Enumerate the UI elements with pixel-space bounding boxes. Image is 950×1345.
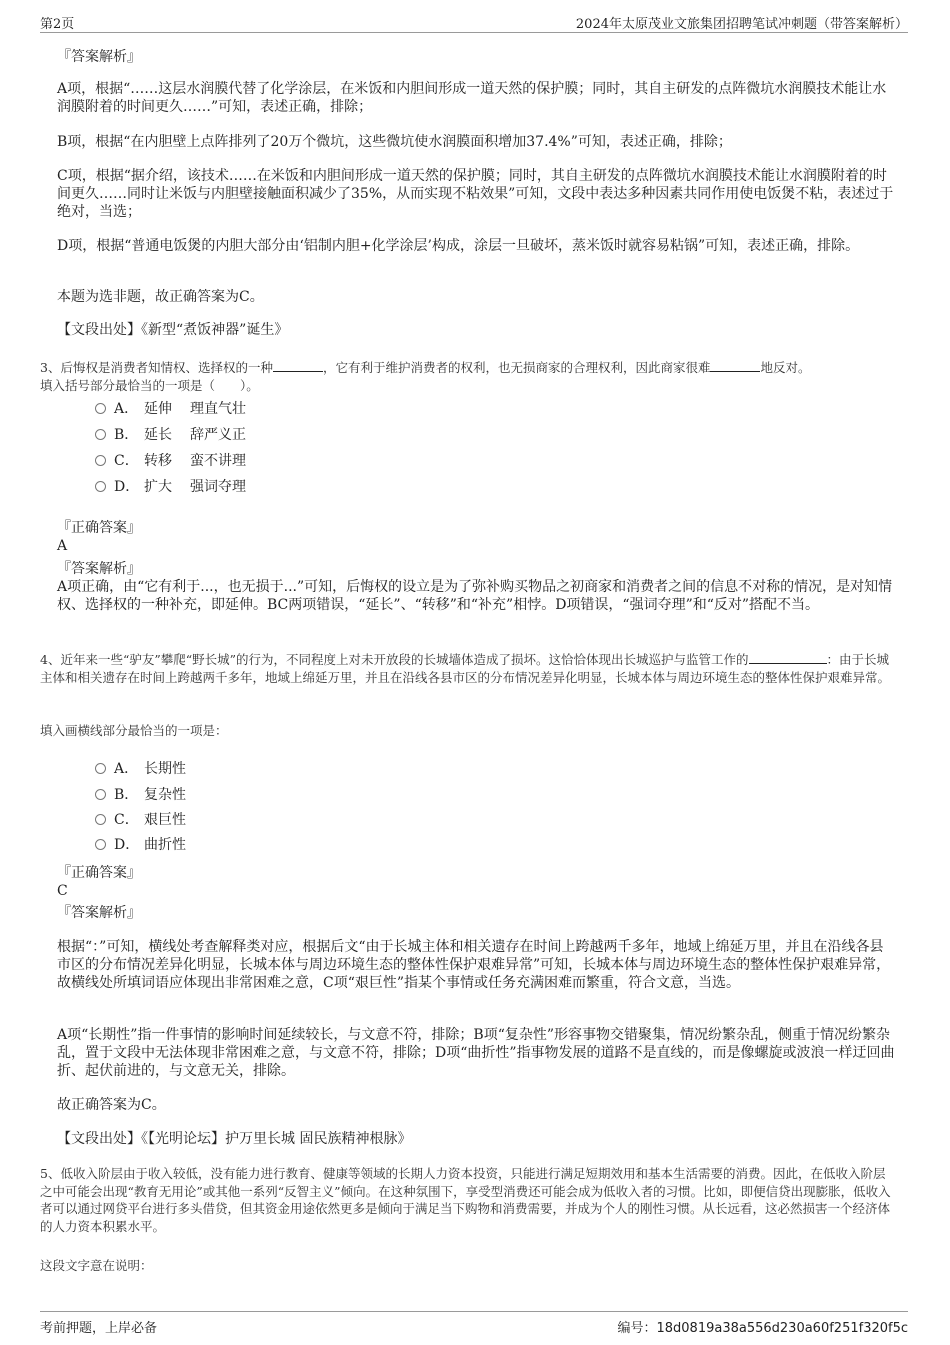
radio-icon[interactable] [95,789,106,800]
radio-icon[interactable] [95,455,106,466]
q4-analysis-label: 『答案解析』 [57,905,141,921]
q3-stem: 3、后悔权是消费者知情权、选择权的一种 ，它有利于维护消费者的权利，也无损商家的合理权利，因此商家很难 地反对。 [40,360,811,375]
radio-icon[interactable] [95,814,106,825]
footer-slogan: 考前押题，上岸必备 [40,1321,158,1336]
q2-source: 【文段出处】《新型“煮饭神器”诞生》 [57,322,289,338]
q4-option-d[interactable]: D． 曲折性 [95,836,186,854]
radio-icon[interactable] [95,839,106,850]
q4-answer-label: 『正确答案』 [57,865,141,881]
footer-code: 编号：18d0819a38a556d230a60f251f320f5c [617,1321,908,1336]
q3-answer: A [57,538,68,554]
q3-option-a[interactable]: A． 延伸 理直气壮 [95,400,246,418]
q4-conclusion: 故正确答案为C。 [57,1097,166,1113]
q3-answer-label: 『正确答案』 [57,520,141,536]
q3-blank-2 [710,359,760,372]
q3-analysis-label: 『答案解析』 [57,561,141,577]
radio-icon[interactable] [95,403,106,414]
q3-option-d[interactable]: D． 扩大 强词夺理 [95,478,246,496]
q4-analysis-p2: A项“长期性”指一件事情的影响时间延续较长，与文意不符，排除；B项“复杂性”形容事物交错聚集，情况纷繁杂乱，侧重于情况纷繁杂乱，置于文段中无法体现非常困难之意，与文意不符，排除；D项“曲折性”指事物发展的道路不是直线的，而是像螺旋或波浪一样迂回曲折、起伏前进的，与文意无关，排除。 [57,1027,895,1079]
q3-analysis: A项正确，由“它有利于...，也无损于...”可知，后悔权的设立是为了弥补购买物品之初商家和消费者之间的信息不对称的情况，是对知情权、选择权的一种补充，即延伸。BC两项错误，“延长”、“转移”和“补充”相悖。D项错误，“强词夺理”和“反对”搭配不当。 [57,579,893,613]
page-header [40,12,908,33]
q4-option-b[interactable]: B． 复杂性 [95,786,186,804]
q4-prompt: 填入画横线部分最恰当的一项是： [40,723,228,738]
q3-option-b[interactable]: B． 延长 辞严义正 [95,426,246,444]
q2-analysis-a: A项，根据“……这层水润膜代替了化学涂层，在米饭和内胆间形成一道天然的保护膜；同时，其自主研发的点阵微坑水润膜技术能让水润膜附着的时间更久……”可知，表述正确，排除； [57,81,887,115]
document-title: 2024年太原茂业文旅集团招聘笔试冲刺题（带答案解析） [575,17,908,32]
q4-option-c[interactable]: C． 艰巨性 [95,811,186,829]
q3-blank-1 [273,359,323,372]
q2-conclusion: 本题为选非题，故正确答案为C。 [57,289,264,305]
q2-analysis-b: B项，根据“在内胆壁上点阵排列了20万个微坑，这些微坑使水润膜面积增加37.4%”可知，表述正确，排除； [57,134,732,150]
q5-prompt: 这段文字意在说明： [40,1258,153,1273]
q2-analysis-d: D项，根据“普通电饭煲的内胆大部分由‘铝制内胆+化学涂层’构成，涂层一旦破坏，蒸米饭时就容易粘锅”可知，表述正确，排除。 [57,238,860,254]
radio-icon[interactable] [95,481,106,492]
q4-stem: 4、近年来一些“驴友”攀爬“野长城”的行为，不同程度上对未开放段的长城墙体造成了损坏。这恰恰体现出长城巡护与监管工作的 ：由于长城主体和相关遗存在时间上跨越两千多年，地域上绵延万里，并且在沿线各县市区的分布情况差异化明显，长城本体与周边环境生态的整体性保护艰难异常。 [40,652,891,685]
q2-analysis-label: 『答案解析』 [57,49,141,65]
q4-answer: C [57,883,68,899]
q3-option-c[interactable]: C． 转移 蛮不讲理 [95,452,246,470]
radio-icon[interactable] [95,429,106,440]
q4-blank [749,651,827,664]
q4-option-a[interactable]: A． 长期性 [95,760,186,778]
q3-prompt: 填入括号部分最恰当的一项是（ ）。 [40,378,259,393]
q4-source: 【文段出处】《【光明论坛】护万里长城 固民族精神根脉》 [57,1131,412,1147]
page-number: 第2页 [40,17,75,32]
radio-icon[interactable] [95,763,106,774]
q2-analysis-c: C项，根据“据介绍，该技术……在米饭和内胆间形成一道天然的保护膜；同时，其自主研发的点阵微坑水润膜技术能让水润膜附着的时间更久……同时让米饭与内胆壁接触面积减少了35%，从而实现不粘效果”可知，文段中表达多种因素共同作用使电饭煲不粘，表述过于绝对，当选； [57,168,894,220]
q4-analysis-p1: 根据“：”可知，横线处考查解释类对应，根据后文“由于长城主体和相关遗存在时间上跨越两千多年，地域上绵延万里，并且在沿线各县市区的分布情况差异化明显，长城本体与周边环境生态的整体性保护艰难异常”可知，长城本体与周边环境生态的整体性保护艰难异常，故横线处所填词语应体现出非常困难之意，C项“艰巨性”指某个事情或任务充满困难而繁重，符合文意，当选。 [57,939,891,991]
q5-stem: 5、低收入阶层由于收入较低，没有能力进行教育、健康等领域的长期人力资本投资，只能进行满足短期效用和基本生活需要的消费。因此，在低收入阶层之中可能会出现“教育无用论”或其他一系列“反智主义”倾向。在这种氛围下，享受型消费还可能会成为低收入者的习惯。比如，即便信贷出现膨胀，低收入者可以通过网贷平台进行多头借贷，但其资金用途依然更多是倾向于满足当下购物和消费需要，并成为个人的刚性习惯。从长远看，这必然损害一个经济体的人力资本积累水平。 [40,1166,891,1234]
page-footer [40,1311,908,1336]
